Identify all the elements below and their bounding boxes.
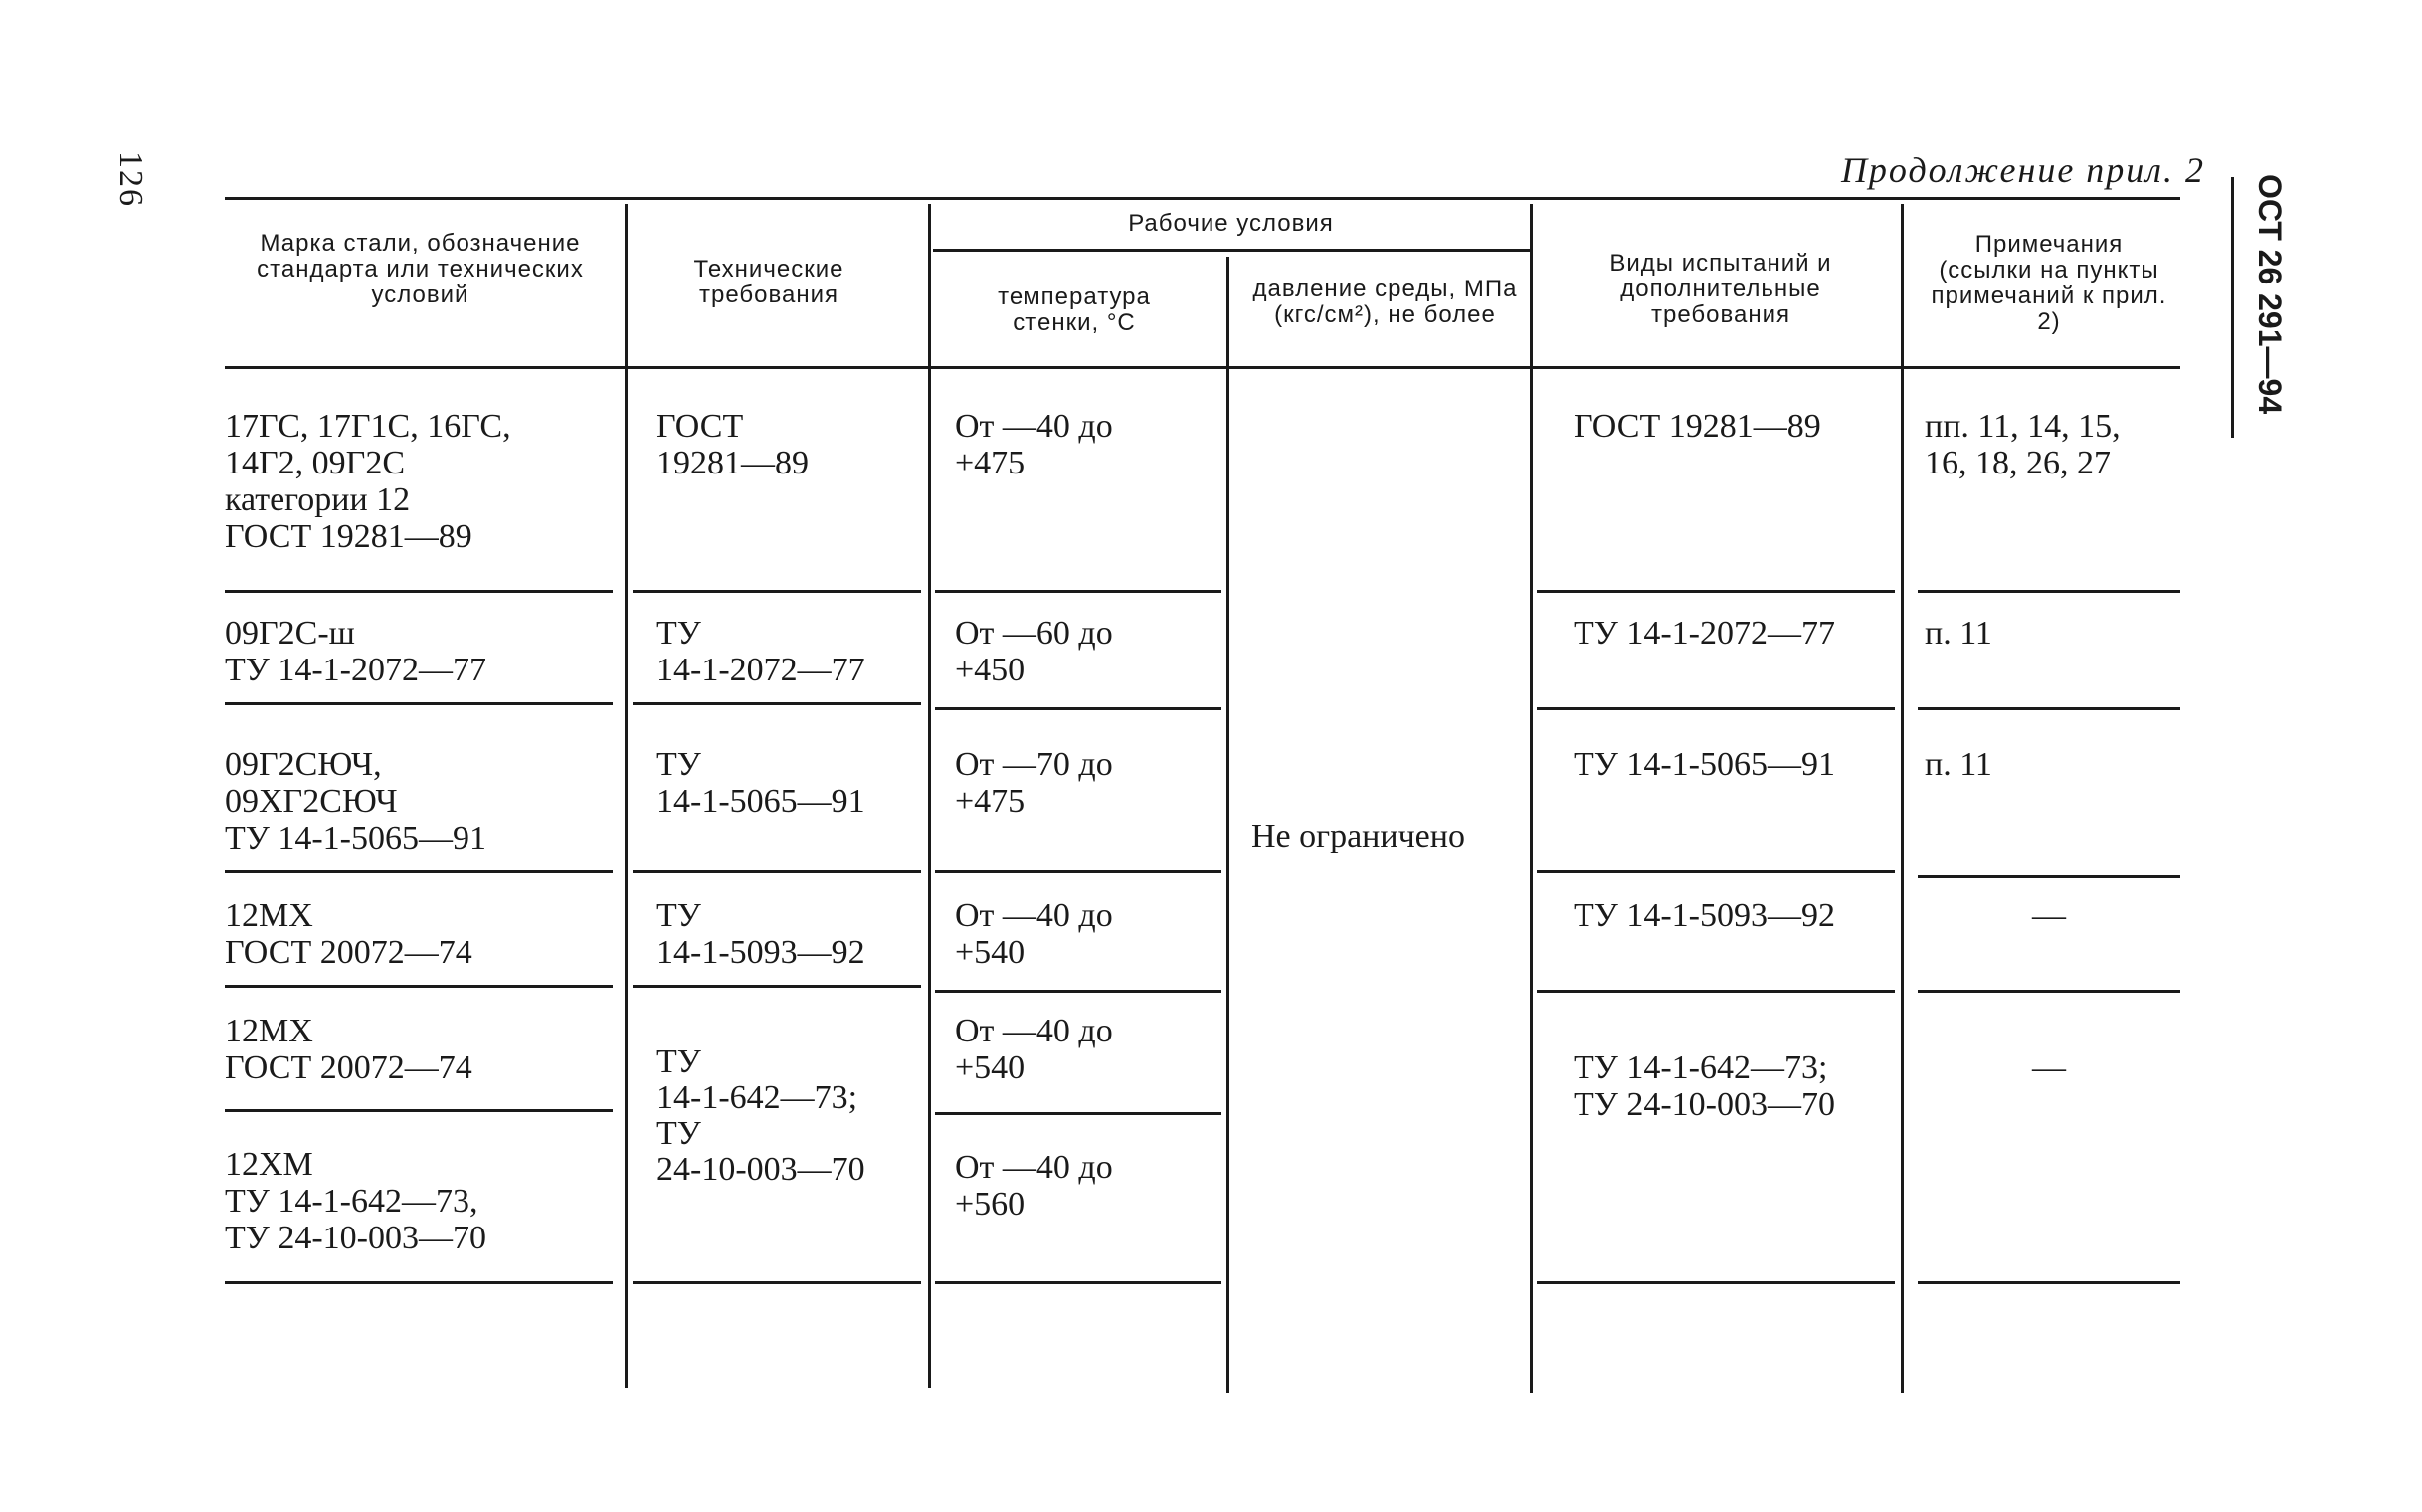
cell-line: ТУ [656, 746, 701, 783]
table-cell-notes [1918, 1049, 2180, 1086]
table-cell-temp [955, 615, 1113, 688]
column-rule [1530, 204, 1533, 1393]
continuation-caption: Продолжение прил. 2 [1840, 150, 2205, 190]
cell-line: От —60 до [955, 615, 1113, 652]
cell-line: 09Г2С-ш [225, 615, 355, 652]
row-rule [1537, 990, 1895, 993]
row-rule [633, 1281, 921, 1284]
cell-line: пп. 11, 14, 15, [1925, 408, 2121, 445]
cell-line: +540 [955, 1049, 1025, 1086]
row-rule [633, 985, 921, 988]
cell-line: От —40 до [955, 408, 1113, 445]
column-rule [625, 204, 628, 1388]
table-cell-grade [225, 1146, 486, 1256]
table-cell-grade [225, 408, 511, 555]
table-cell-temp [955, 746, 1113, 820]
row-rule [225, 702, 613, 705]
header-working-conditions: Рабочие условия [1128, 210, 1334, 237]
cell-line: 14Г2, 09Г2С [225, 445, 405, 481]
table-cell-temp [955, 1149, 1113, 1223]
cell-line: 14-1-5093—92 [656, 934, 865, 971]
header-bottom-rule [225, 366, 2180, 369]
table-cell-notes [1918, 897, 2180, 934]
row-rule [1537, 1281, 1895, 1284]
pressure-merged-cell: Не ограничено [1251, 818, 1465, 854]
cell-line: ГОСТ [656, 408, 744, 445]
header-wall-temperature: температура стенки, °С [998, 284, 1151, 336]
cell-line: 12ХМ [225, 1146, 313, 1183]
cell-line: 12МХ [225, 897, 313, 934]
cell-line: 14-1-5065—91 [656, 783, 865, 820]
row-rule [225, 1109, 613, 1112]
working-conditions-rule [933, 249, 1530, 252]
row-rule [1918, 1281, 2180, 1284]
row-rule [225, 1281, 613, 1284]
row-rule [935, 707, 1221, 710]
cell-line: 12МХ [225, 1013, 313, 1049]
table-cell-tests [1574, 408, 1821, 445]
cell-line: ТУ 14-1-5093—92 [1574, 897, 1835, 934]
cell-line: ТУ 24-10-003—70 [1574, 1086, 1835, 1123]
cell-line: ТУ 24-10-003—70 [225, 1220, 486, 1256]
row-rule [935, 990, 1221, 993]
header-medium-pressure: давление среды, МПа (кгс/см²), не более [1252, 276, 1518, 328]
row-rule [935, 870, 1221, 873]
table-cell-tests [1574, 746, 1835, 783]
cell-line: категории 12 [225, 481, 411, 518]
row-rule [1537, 590, 1895, 593]
cell-line: 24-10-003—70 [656, 1151, 865, 1188]
row-rule [1537, 870, 1895, 873]
cell-line: От —40 до [955, 1149, 1113, 1186]
cell-line: п. 11 [1925, 746, 1992, 783]
cell-line: От —40 до [955, 897, 1113, 934]
cell-line: +475 [955, 783, 1025, 820]
row-rule [225, 870, 613, 873]
cell-line: 14-1-2072—77 [656, 652, 865, 688]
row-rule [633, 870, 921, 873]
cell-line: 16, 18, 26, 27 [1925, 445, 2111, 481]
row-rule [1918, 990, 2180, 993]
cell-line: 19281—89 [656, 445, 809, 481]
row-rule [225, 590, 613, 593]
column-rule [928, 204, 931, 1388]
table-cell-tech [656, 1044, 865, 1188]
row-rule [935, 1281, 1221, 1284]
document-id-rule [2231, 177, 2234, 438]
cell-line: ГОСТ 20072—74 [225, 934, 472, 971]
table-cell-notes [1925, 408, 2121, 481]
table-cell-notes [1925, 746, 1992, 783]
cell-line: ТУ [656, 615, 701, 652]
cell-line: ТУ 14-1-2072—77 [1574, 615, 1835, 652]
column-rule [1901, 204, 1904, 1393]
cell-line: 09Г2СЮЧ, [225, 746, 382, 783]
table-cell-tech [656, 408, 809, 481]
cell-line: п. 11 [1925, 615, 1992, 652]
row-rule [1918, 875, 2180, 878]
cell-line: 17ГС, 17Г1С, 16ГС, [225, 408, 511, 445]
cell-line: ТУ 14-1-2072—77 [225, 652, 486, 688]
table-cell-temp [955, 408, 1113, 481]
cell-line: От —40 до [955, 1013, 1113, 1049]
cell-line: ТУ [656, 1115, 701, 1152]
row-rule [935, 1112, 1221, 1115]
cell-line: ТУ 14-1-642—73; [1574, 1049, 1828, 1086]
header-steel-grade: Марка стали, обозначение стандарта или технических условий [257, 230, 584, 308]
table-cell-grade [225, 897, 472, 971]
cell-line: +475 [955, 445, 1025, 481]
table-cell-tests [1574, 897, 1835, 934]
cell-line: От —70 до [955, 746, 1113, 783]
cell-line: ГОСТ 20072—74 [225, 1049, 472, 1086]
header-notes: Примечания (ссылки на пункты примечаний к прил. 2) [1931, 231, 2167, 335]
cell-line: +560 [955, 1186, 1025, 1223]
table-top-rule [225, 197, 2180, 200]
cell-line: +540 [955, 934, 1025, 971]
cell-line: 09ХГ2СЮЧ [225, 783, 398, 820]
table-cell-tech [656, 897, 865, 971]
row-rule [1918, 707, 2180, 710]
cell-line: ТУ 14-1-5065—91 [1574, 746, 1835, 783]
cell-line: — [2032, 897, 2066, 934]
row-rule [633, 702, 921, 705]
cell-line: 14-1-642—73; [656, 1079, 858, 1116]
row-rule [1537, 707, 1895, 710]
cell-line: ТУ [656, 1043, 701, 1080]
table-cell-temp [955, 1013, 1113, 1086]
table-cell-grade [225, 615, 486, 688]
table-cell-tech [656, 746, 865, 820]
row-rule [1918, 590, 2180, 593]
cell-line: — [2032, 1049, 2066, 1086]
table-cell-notes [1925, 615, 1992, 652]
row-rule [935, 590, 1221, 593]
cell-line: ТУ [656, 897, 701, 934]
table-cell-tech [656, 615, 865, 688]
page-number: 126 [112, 151, 149, 208]
cell-line: ТУ 14-1-642—73, [225, 1183, 478, 1220]
cell-line: ГОСТ 19281—89 [225, 518, 472, 555]
row-rule [225, 985, 613, 988]
column-rule [1226, 257, 1229, 1393]
document-id: ОСТ 26 291—94 [2252, 174, 2288, 415]
table-cell-grade [225, 746, 486, 856]
table-cell-temp [955, 897, 1113, 971]
row-rule [633, 590, 921, 593]
cell-line: +450 [955, 652, 1025, 688]
cell-line: ГОСТ 19281—89 [1574, 408, 1821, 445]
table-cell-tests [1574, 615, 1835, 652]
table-cell-grade [225, 1013, 472, 1086]
header-tests: Виды испытаний и дополнительные требования [1609, 250, 1832, 328]
cell-line: ТУ 14-1-5065—91 [225, 820, 486, 856]
table-cell-tests [1574, 1049, 1835, 1123]
header-technical-requirements: Технические требования [693, 256, 844, 308]
